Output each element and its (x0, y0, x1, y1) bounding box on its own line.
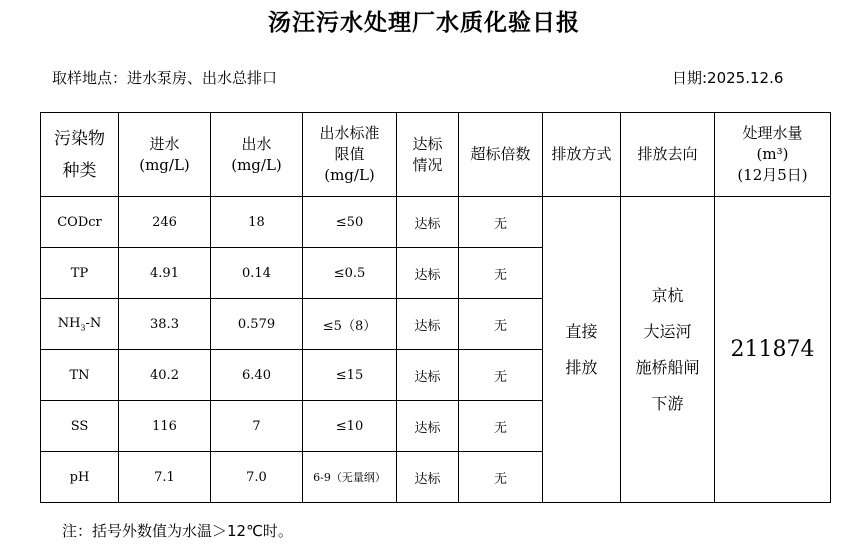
header-discharge-dest: 排放去向 (621, 113, 715, 197)
header-exceed: 超标倍数 (459, 113, 543, 197)
header-limit: 出水标准 限值 (mg/L) (303, 113, 397, 197)
report-date: 日期:2025.12.6 (672, 69, 784, 87)
inflow-value: 40.2 (119, 350, 211, 401)
report-title: 汤汪污水处理厂水质化验日报 (268, 9, 580, 36)
inflow-value: 7.1 (119, 452, 211, 503)
compliance-status: 达标 (397, 299, 459, 350)
discharge-destination: 京杭 大运河 施桥船闸 下游 (621, 197, 715, 503)
limit-value: ≤5（8） (303, 299, 397, 350)
inflow-value: 246 (119, 197, 211, 248)
outflow-value: 6.40 (211, 350, 303, 401)
exceed-value: 无 (459, 248, 543, 299)
table-row (41, 197, 831, 248)
compliance-status: 达标 (397, 197, 459, 248)
pollutant-name: pH (41, 452, 119, 503)
limit-value: ≤0.5 (303, 248, 397, 299)
inflow-value: 4.91 (119, 248, 211, 299)
outflow-value: 7 (211, 401, 303, 452)
discharge-method: 直接 排放 (543, 197, 621, 503)
outflow-value: 0.14 (211, 248, 303, 299)
exceed-value: 无 (459, 350, 543, 401)
header-compliance: 达标 情况 (397, 113, 459, 197)
outflow-value: 0.579 (211, 299, 303, 350)
outflow-value: 7.0 (211, 452, 303, 503)
table-header-row (41, 113, 831, 197)
header-inflow: 进水 (mg/L) (119, 113, 211, 197)
pollutant-name: TN (41, 350, 119, 401)
pollutant-name: CODcr (41, 197, 119, 248)
compliance-status: 达标 (397, 350, 459, 401)
limit-value: ≤50 (303, 197, 397, 248)
header-pollutant: 污染物 种类 (41, 113, 119, 197)
limit-value: ≤10 (303, 401, 397, 452)
inflow-value: 116 (119, 401, 211, 452)
exceed-value: 无 (459, 299, 543, 350)
pollutant-name: TP (41, 248, 119, 299)
exceed-value: 无 (459, 452, 543, 503)
water-quality-table (40, 112, 831, 503)
pollutant-name: $NH_3-N$ (41, 299, 119, 350)
compliance-status: 达标 (397, 401, 459, 452)
exceed-value: 无 (459, 401, 543, 452)
treated-volume: 211874 (715, 197, 831, 503)
sampling-location: 取样地点：进水泵房、出水总排口 (52, 69, 278, 87)
header-volume: 处理水量 (m³) (12月5日) (715, 113, 831, 197)
outflow-value: 18 (211, 197, 303, 248)
footnote: 注：括号外数值为水温＞12℃时。 (62, 522, 293, 540)
header-discharge-method: 排放方式 (543, 113, 621, 197)
limit-value: ≤15 (303, 350, 397, 401)
pollutant-name: SS (41, 401, 119, 452)
limit-value: 6-9（无量纲） (303, 452, 397, 503)
compliance-status: 达标 (397, 248, 459, 299)
exceed-value: 无 (459, 197, 543, 248)
compliance-status: 达标 (397, 452, 459, 503)
inflow-value: 38.3 (119, 299, 211, 350)
header-outflow: 出水 (mg/L) (211, 113, 303, 197)
